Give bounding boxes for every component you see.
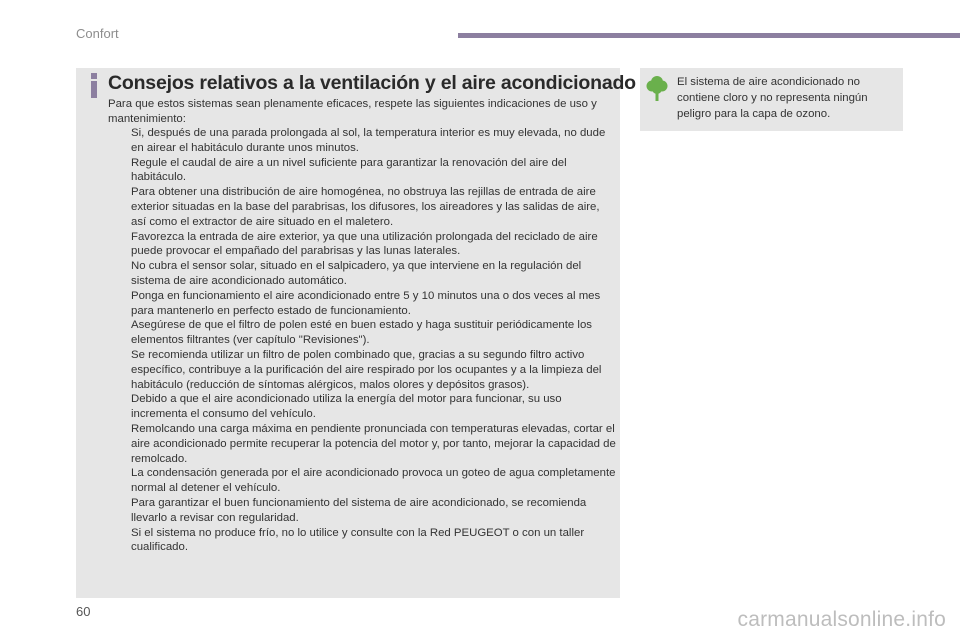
intro-text: Para que estos sistemas sean plenamente eficaces, respete las siguientes indicaciones de uso y mantenimiento: — [108, 98, 597, 125]
list-item-paragraph: Debido a que el aire acondicionado utiliza la energía del motor para funcionar, su uso incrementa el consumo del vehículo. — [131, 393, 562, 421]
list-item-paragraph: No cubra el sensor solar, situado en el salpicadero, ya que interviene en la regulación del sistema de aire acondicionado automático. — [131, 260, 582, 287]
list-item-paragraph: Si, después de una parada prolongada al sol, la temperatura interior es muy elevada, no dude en airear el habitáculo durante unos minutos. — [131, 127, 606, 154]
list-item — [108, 259, 616, 289]
list-item — [108, 496, 616, 526]
list-item — [108, 392, 616, 496]
section-bar — [458, 33, 960, 38]
section-title: Confort — [76, 26, 119, 41]
list-item-paragraph: La condensación generada por el aire acondicionado provoca un goteo de agua completamente normal al detener el vehículo. — [131, 467, 616, 495]
list-item-paragraph: Se recomienda utilizar un filtro de polen combinado que, gracias a su segundo filtro activo específico, contribuye a la purificación del aire respirado por los ocupantes y a la limpieza del habitáculo (reducción de síntomas alérgicos, malos olores y depósitos grasos). — [131, 348, 602, 391]
watermark: carmanualsonline.info — [737, 608, 946, 631]
tree-icon — [646, 74, 668, 102]
list-item — [108, 230, 616, 260]
list-item — [108, 289, 616, 319]
list-item-paragraph: Favorezca la entrada de aire exterior, ya que una utilización prolongada del reciclado de aire puede provocar el empañado del parabrisas y las lunas laterales. — [131, 230, 598, 258]
list-item-paragraph: Asegúrese de que el filtro de polen esté en buen estado y haga sustituir periódicamente los elementos filtrantes (ver capítulo "Revisiones"). — [131, 319, 592, 347]
list-item-paragraph: Para obtener una distribución de aire homogénea, no obstruya las rejillas de entrada de aire exterior situadas en la base del parabrisas, los difusores, los aireadores y las salidas de aire, así como el extractor de aire situado en el maletero. — [131, 186, 600, 228]
list-item — [108, 318, 616, 392]
list-item-paragraph: Remolcando una carga máxima en pendiente pronunciada con temperaturas elevadas, cortar el aire acondicionado permite recuperar la potencia del motor y, por tanto, mejorar la capacidad de remolcado. — [131, 422, 616, 465]
page-number: 60 — [76, 604, 91, 619]
advice-list — [108, 126, 616, 555]
info-icon — [88, 73, 100, 98]
list-item — [108, 126, 616, 185]
list-item — [108, 185, 616, 229]
list-item — [108, 526, 616, 556]
list-item-paragraph: Si el sistema no produce frío, no lo utilice y consulte con la Red PEUGEOT o con un taller cualificado. — [131, 526, 585, 554]
list-item-paragraph: Regule el caudal de aire a un nivel suficiente para garantizar la renovación del aire del habitáculo. — [131, 156, 567, 184]
eco-note-text: El sistema de aire acondicionado no contiene cloro y no representa ningún peligro para la capa de ozono. — [677, 76, 868, 120]
list-item-paragraph: Ponga en funcionamiento el aire acondicionado entre 5 y 10 minutos una o dos veces al mes para mantenerlo en perfecto estado de funcionamiento. — [131, 289, 601, 317]
page-title: Consejos relativos a la ventilación y el aire acondicionado — [108, 72, 636, 94]
list-item-paragraph: Para garantizar el buen funcionamiento del sistema de aire acondicionado, se recomienda llevarlo a revisar con regularidad. — [131, 496, 587, 524]
